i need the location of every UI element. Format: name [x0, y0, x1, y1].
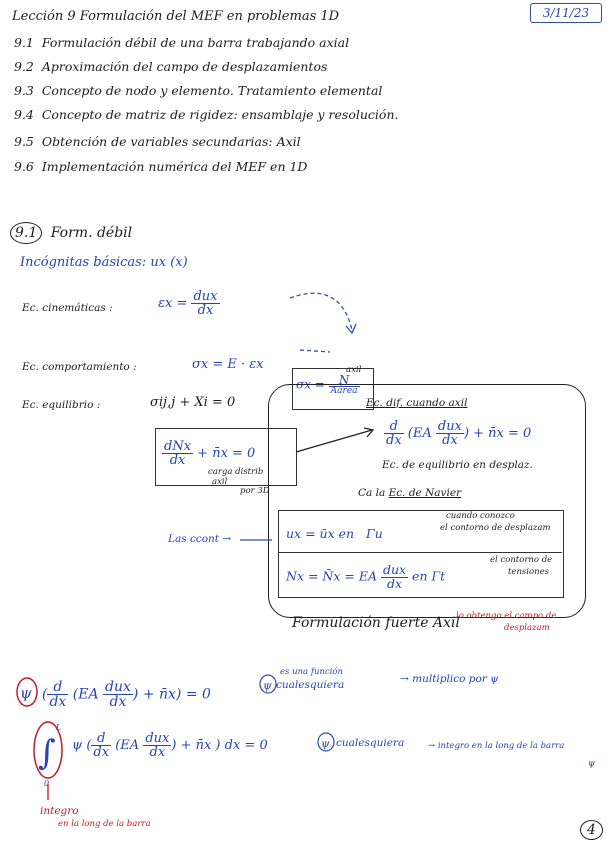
psi-icon: ψ [588, 759, 596, 769]
equilibrio-equation: σij,j + Xi = 0 [150, 395, 236, 410]
cinematicas-label: Ec. cinemáticas : [22, 302, 113, 314]
section-title: Form. débil [50, 225, 133, 241]
fraction-num: N [329, 374, 360, 387]
toc-item [14, 37, 349, 50]
fraction-den: dx [386, 433, 402, 448]
toc-num: 9.2 [14, 59, 34, 74]
toc-item [14, 109, 398, 122]
psi-icon: ψ [321, 737, 330, 750]
psi-icon: ψ [20, 684, 32, 702]
section-heading [10, 222, 132, 244]
eq-ea: EA [412, 426, 432, 441]
comportamiento-equation: σx = E · εx [192, 357, 264, 372]
weak-eq-2: ψ ( $\frac{d}{dx}$ (EA $\frac{\text{dux}}{dx}$ ) + n̄x ) dx = 0 [72, 731, 268, 760]
fraction-num: dux [382, 562, 407, 577]
equilibrio-axil-equation [162, 440, 255, 467]
navier-line [358, 488, 461, 499]
toc-num: 9.1 [14, 35, 34, 50]
arrow-head-icon [346, 324, 356, 333]
eq-ea: EA [120, 738, 140, 753]
toc-item [14, 85, 382, 98]
fraction-num: d [384, 420, 404, 434]
date-box [530, 3, 602, 23]
strong-form-title: Formulación fuerte Axil [292, 615, 460, 631]
eq-box-note: por 3D [240, 486, 270, 496]
bc-traction [286, 564, 445, 590]
desplaz-line: Ec. de equilibrio en desplaz. [382, 459, 533, 471]
incognitas-line: Incógnitas básicas: ux (x) [20, 255, 188, 270]
eq-rest: + n̄x = 0 [473, 426, 532, 441]
dif-equation: $\frac{d}{dx}$ (EA $\frac{\text{dux}}{dx}$ ) + n̄x = 0 [386, 419, 532, 448]
fraction-den: dx [49, 694, 67, 710]
fraction-num: dux [437, 419, 462, 434]
integro-note: integro [40, 805, 79, 817]
psi-note-2: cualesquiera [336, 737, 405, 749]
toc-text: Implementación numérica del MEF en 1D [41, 159, 308, 174]
eq-rest: + n̄x ) dx = 0 [180, 738, 268, 753]
toc-text: Concepto de nodo y elemento. Tratamiento elemental [41, 83, 383, 98]
eq-rest: + n̄x = 0 [197, 446, 256, 461]
fraction [91, 732, 111, 759]
toc-num: 9.3 [14, 83, 34, 98]
cinematicas-equation [158, 290, 220, 317]
bc-divider [278, 552, 562, 553]
cc-label: Las ccont → [168, 533, 232, 545]
toc-text: Aproximación del campo de desplazamientos [41, 59, 328, 74]
bc-displacement [286, 528, 383, 541]
eq-rest: + n̄x) = 0 [142, 686, 211, 703]
psi-small-circle-icon [318, 733, 334, 751]
navier-prefix: Ca la [358, 487, 386, 499]
fraction-num: d [91, 732, 111, 746]
section-num: 9.1 [10, 222, 42, 244]
bc2-note: el contorno de [490, 555, 553, 565]
axil-sup: axil [346, 365, 362, 375]
fraction [381, 564, 408, 590]
fraction [162, 440, 193, 467]
strong-form-note: lo obtengo el campo de [456, 611, 557, 621]
psi-icon: ψ [263, 679, 272, 692]
eq-lhs: εx = [158, 296, 188, 311]
integral-circle-icon [34, 722, 62, 778]
toc-num: 9.5 [14, 134, 34, 149]
integral-limit: L [56, 723, 62, 732]
integral-limit: 0 [44, 779, 50, 788]
psi-circle-icon [17, 678, 37, 706]
fraction-den: Aárea [330, 386, 358, 396]
fraction [191, 290, 219, 317]
fraction [47, 680, 68, 709]
fraction-num: dux [105, 679, 131, 695]
psi-note: es una función [280, 667, 343, 677]
toc-text: Concepto de matriz de rigidez: ensamblaje y resolución. [41, 107, 399, 122]
integral-icon: ∫ [38, 733, 56, 773]
multiply-note: → multiplico por ψ [400, 673, 499, 685]
fraction-den: dx [149, 745, 166, 760]
cinematic-arrow [290, 293, 352, 330]
fraction [143, 732, 171, 759]
page-number: 4 [580, 820, 603, 840]
fraction-num: d [47, 680, 68, 695]
eq-lhs: σx = [296, 377, 325, 392]
fraction-num: dux [193, 289, 218, 304]
weak-eq-1: ( $\frac{d}{dx}$ (EA $\frac{\text{dux}}{dx}$ ) + n̄x) = 0 [42, 679, 211, 710]
psi-note: cualesquiera [276, 679, 345, 691]
navier-text: Ec. de Navier [388, 487, 462, 499]
toc-text: Obtención de variables secundarias: Axil [41, 134, 301, 149]
integro-note: en la long de la barra [58, 819, 151, 829]
dif-title: Ec. dif. cuando axil [366, 397, 468, 409]
toc-item [14, 161, 307, 174]
eq-box-note: carga distrib [208, 467, 264, 477]
equilibrio-label: Ec. equilibrio : [22, 399, 101, 411]
psi-small-circle-icon [260, 675, 276, 693]
bc1-note: el contorno de desplazam [440, 523, 551, 533]
fraction-num: dNx [164, 439, 192, 454]
toc-text: Formulación débil de una barra trabajando axial [41, 35, 350, 50]
fraction-den: dx [93, 745, 110, 760]
bc1-text: ux = ūx en [286, 526, 355, 541]
fraction-den: dx [197, 303, 214, 318]
toc-item [14, 136, 301, 149]
fraction-num: dux [145, 731, 170, 746]
fraction-den: dx [109, 694, 127, 710]
strong-form-note: desplazam [504, 623, 550, 633]
fraction [436, 420, 464, 447]
bc1-note: cuando conozco [446, 511, 515, 521]
fraction-den: dx [169, 453, 186, 468]
fraction-den: dx [386, 575, 403, 591]
toc-num: 9.4 [14, 107, 34, 122]
bc2-gamma: Γt [431, 568, 446, 584]
toc-item [14, 61, 327, 74]
eq-box-note: axil [212, 477, 228, 487]
toc-num: 9.6 [14, 159, 34, 174]
integrate-note: → integro en la long de la barra [428, 741, 565, 751]
fraction [384, 420, 404, 447]
bc1-gamma: Γu [366, 526, 383, 541]
eq-ea: EA [78, 686, 99, 703]
comport-arrow [300, 350, 330, 352]
date-text: 3/11/23 [542, 6, 590, 20]
bc2-text: Nx = N̄x = EA [286, 568, 377, 584]
fraction [103, 680, 133, 709]
comportamiento-label: Ec. comportamiento : [22, 361, 137, 373]
bc2-en: en [412, 568, 428, 584]
bc2-note: tensiones [508, 567, 549, 577]
fraction-den: dx [442, 433, 458, 448]
lesson-title: Lección 9 Formulación del MEF en problemas 1D [12, 9, 340, 24]
